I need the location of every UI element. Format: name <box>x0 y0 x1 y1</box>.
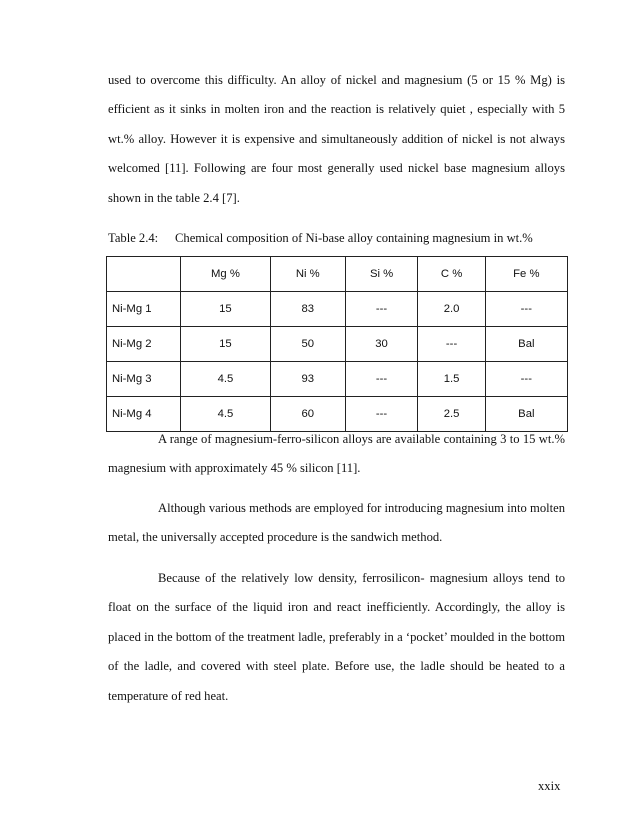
table-row <box>107 362 568 397</box>
table-row <box>107 292 568 327</box>
table-cell: --- <box>485 292 567 327</box>
intro-paragraph: used to overcome this difficulty. An alloy of nickel and magnesium (5 or 15 % Mg) is efficient as it sinks in molten iron and the reaction is relatively quiet , especially with 5 wt.% alloy. However it is expensive and simultaneously addition of nickel is not always welcomed [11]. Following are four most generally used nickel base magnesium alloys shown in the table 2.4 [7]. <box>108 73 565 205</box>
table-cell: 4.5 <box>181 397 271 432</box>
table-cell: 1.5 <box>418 362 485 397</box>
table-cell: 2.5 <box>418 397 485 432</box>
table-caption <box>108 230 533 246</box>
page-number: xxix <box>538 779 561 793</box>
table-header-cell: Mg % <box>181 257 271 292</box>
table-cell: --- <box>345 292 418 327</box>
ferro-silicon-paragraph: A range of magnesium-ferro-silicon alloys are available containing 3 to 15 wt.% magnesium with approximately 45 % silicon [11]. <box>108 432 565 476</box>
table-row-label: Ni-Mg 4 <box>107 397 181 432</box>
table-header-cell <box>107 257 181 292</box>
table-row <box>107 327 568 362</box>
table-header-cell: C % <box>418 257 485 292</box>
table-cell: 30 <box>345 327 418 362</box>
table-cell: 15 <box>181 327 271 362</box>
table-cell: --- <box>345 362 418 397</box>
table-header-row <box>107 257 568 292</box>
sandwich-method-paragraph: Although various methods are employed for introducing magnesium into molten metal, the universally accepted procedure is the sandwich method. <box>108 501 565 545</box>
table-cell: Bal <box>485 397 567 432</box>
table-cell: --- <box>345 397 418 432</box>
table-cell: 15 <box>181 292 271 327</box>
table-cell: 93 <box>270 362 345 397</box>
table-cell: Bal <box>485 327 567 362</box>
table-cell: 50 <box>270 327 345 362</box>
composition-table <box>106 256 568 432</box>
table-cell: --- <box>485 362 567 397</box>
table-caption-label: Table 2.4: <box>108 231 159 245</box>
table-header-cell: Ni % <box>270 257 345 292</box>
density-paragraph: Because of the relatively low density, ferrosilicon- magnesium alloys tend to float on the surface of the liquid iron and react inefficiently. Accordingly, the alloy is placed in the bottom of the treatment ladle, preferably in a ‘pocket’ moulded in the bottom of the ladle, and covered with steel plate. Before use, the ladle should be heated to a temperature of red heat. <box>108 571 565 703</box>
table-cell: 60 <box>270 397 345 432</box>
table-row-label: Ni-Mg 1 <box>107 292 181 327</box>
table-row-label: Ni-Mg 3 <box>107 362 181 397</box>
table-header-cell: Si % <box>345 257 418 292</box>
table-caption-text: Chemical composition of Ni-base alloy containing magnesium in wt.% <box>175 231 533 245</box>
table-cell: 2.0 <box>418 292 485 327</box>
table-header-cell: Fe % <box>485 257 567 292</box>
table-cell: 4.5 <box>181 362 271 397</box>
table-cell: --- <box>418 327 485 362</box>
table-cell: 83 <box>270 292 345 327</box>
table-row-label: Ni-Mg 2 <box>107 327 181 362</box>
